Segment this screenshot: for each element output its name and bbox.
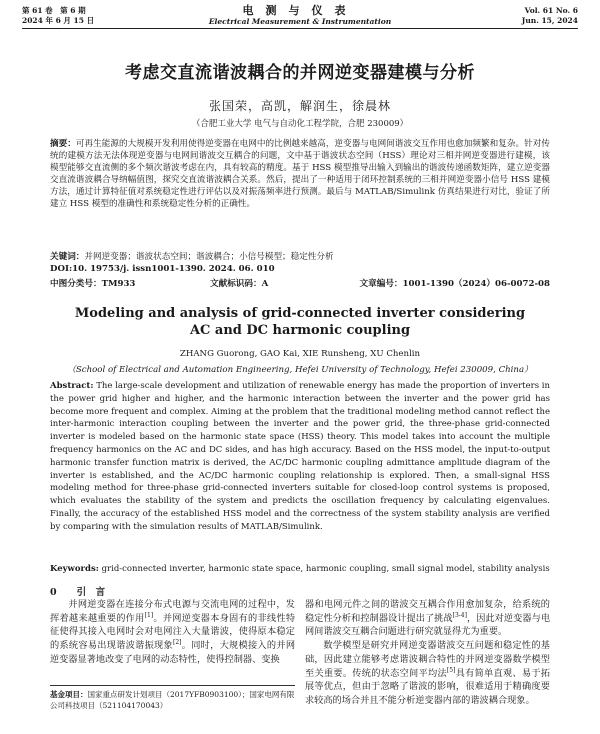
citation-ref: [2] [172,639,182,647]
authors-en: ZHANG Guorong, GAO Kai, XIE Runsheng, XU Chenlin [179,349,421,359]
citation-ref: [3-4] [452,611,467,619]
issue-date-en: Jun. 15, 2024 [521,16,578,25]
article-number: 文章编号：1001-1390（2024）06-0072-08 [359,279,550,289]
authors-cn: 张国荣，高凯，解润生，徐晨林 [208,99,391,113]
body-text: 并网逆变器在连接分布式电源与交流电网的过程中，发挥着越来越重要的作用 [50,599,295,624]
footnote-label: 基金项目： [50,690,88,699]
affiliation-cn: （合肥工业大学 电气与自动化工程学院，合肥 230009） [191,119,409,129]
running-header-center [0,5,600,27]
keywords-cn [50,251,550,263]
body-column-left [50,598,295,667]
keywords-en-label: Keywords: [50,564,99,574]
body-paragraph [305,639,550,708]
paper-title-en-line2: AC and DC harmonic coupling [189,323,411,338]
footnote-rule [50,685,295,686]
paper-title-en [50,305,550,339]
body-text: 具有简单直观、易于拓展等优点，但由于忽略了谐波的影响，很难适用于精确度要求较高的场合并且不能分析逆变器内部的谐波耦合现象。 [305,667,551,706]
abstract-cn [50,138,550,210]
document-code: 文献标识码：A [210,279,269,289]
funding-footnote [50,689,295,711]
doi: DOI:10. 19753/j. issn1001-1390. 2024. 06. 010 [50,264,275,274]
body-paragraph [305,598,550,639]
section-heading-intro [50,584,105,598]
citation-ref: [5] [446,666,456,674]
body-column-right [305,598,550,708]
abstract-cn-label: 摘要： [50,139,76,149]
journal-name-en: Electrical Measurement & Instrumentation [208,17,392,26]
section-title: 引 言 [76,587,106,598]
paper-title-en-line1: Modeling and analysis of grid-connected inverter considering [74,306,526,321]
paper-title-cn: 考虑交直流谐波耦合的并网逆变器建模与分析 [125,63,475,83]
body-text: 器和电网元件之间的谐波交互耦合作用愈加复杂，给系统的稳定性分析和控制器设计提出了挑战 [305,599,550,624]
abstract-cn-text: 可再生能源的大规模开发利用使得逆变器在电网中的比例越来越高，逆变器与电网间谐波交互作用也愈加频繁和复杂。针对传统的建模方法无法体现逆变器与电网间谐波交互耦合的问题，文中基于谐波状态空间（HSS）理论对三相并网逆变器进行建模，该模型能够交直流侧的多个频次谐波考虑在内，具有较高的精度。基于 HSS 模型推导出输入到输出的谐波传递函数矩阵，建立逆变器交直流谐波耦合导纳幅值图，探究交直流谐波耦合关系。然后，提出了一种适用于闭环控制系统的三相并网逆变器小信号 HSS 建模方法，通过计算特征值对系统稳定性进行评估以及对振荡频率进行预测。最后与 MATLAB/Simulink 仿真结果进行对比，验证了所建立 HSS 模型的准确性和系统稳定性分析的正确性。 [50,139,550,209]
keywords-en-text: grid-connected inverter, harmonic state space, harmonic coupling, small signal model, stability analysis [101,564,550,574]
citation-ref: [1] [144,611,154,619]
keywords-cn-text: 并网逆变器；谐波状态空间；谐波耦合；小信号模型；稳定性分析 [84,252,334,262]
section-number: 0 [50,587,57,598]
keywords-cn-label: 关键词： [50,252,85,262]
body-text: ，因此对逆变器与电网间谐波交互耦合问题进行研究就显得尤为重要。 [305,612,551,638]
abstract-en-label: Abstract: [50,381,94,391]
body-text: 。并网逆变器本身固有的非线性特征使得其接入电网时会对电网注入大量谐波，使得原本稳定的系统容易出现谐波谐振现象 [50,612,296,652]
body-text: 数学模型是研究并网逆变器谐波交互问题和稳定性的基础，因此建立能够考虑谐波耦合特性的并网逆变器数学模型至关重要。传统的状态空间平均法 [305,640,550,679]
running-header-right [522,6,578,26]
body-paragraph [50,598,295,667]
journal-name-cn: 电测与仪表 [242,4,358,17]
abstract-en-text: The large-scale development and utilization of renewable energy has made the proportion of inverters in the power grid higher and higher, and the harmonic interaction between the inverter and the power grid has become more frequent and complex. Aiming at the problem that the traditional modeling method cannot reflect the inter-harmonic interaction coupling between the inverter and the power grid, the three-phase grid-connected inverter is modeled based on the harmonic state space (HSS) theory. This model takes into account the multiple frequency harmonics on the AC and DC sides, and has high accuracy. Based on the HSS model, the input-to-output harmonic transfer function matrix is derived, the AC/DC harmonic coupling admittance amplitude diagram of the inverter is established, and the AC/DC harmonic coupling relationship is explored. Then, a small-signal HSS modeling method for three-phase grid-connected inverters suitable for closed-loop control systems is proposed, which evaluates the stability of the system and predicts the oscillation frequency by calculating eigenvalues. Finally, the accuracy of the established HSS model and the correctness of the system stability analysis are verified by comparing with the simulation results of MATLAB/Simulink. [50,381,551,532]
affiliation-en: （School of Electrical and Automation Engineering, Hefei University of Technology, Hefei 230009, China） [67,365,533,375]
abstract-en [50,380,550,534]
volume-issue: 第 61 卷 第 6 期 [22,6,86,15]
volume-number-en: Vol. 61 No. 6 [524,6,578,15]
body-text: 。同时，大规模接入的并网逆变器显著地改变了电网的动态特性，使得控制器、变换 [50,640,296,665]
issue-date-cn: 2024 年 6 月 15 日 [22,16,95,25]
keywords-en [50,563,550,575]
footnote-text: 国家重点研发计划项目（2017YFB0903100）；国家电网有限公司科技项目（521104170043） [50,690,295,710]
header-rule [22,28,578,29]
clc-number: 中图分类号：TM933 [50,279,136,289]
